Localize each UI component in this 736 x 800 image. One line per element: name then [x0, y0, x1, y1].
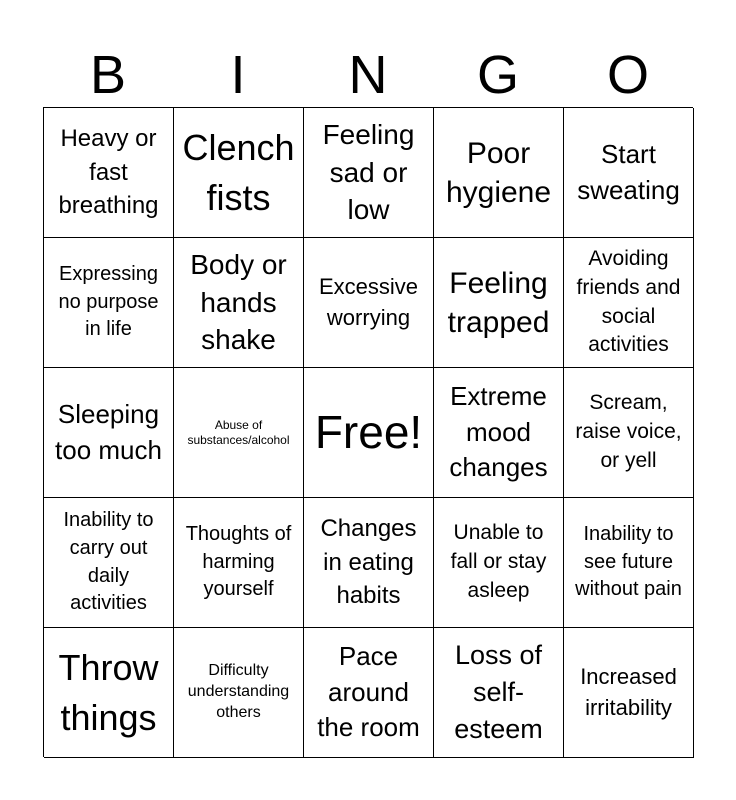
bingo-cell[interactable]: Avoiding friends and social activities: [564, 238, 694, 368]
bingo-header: [43, 44, 693, 106]
bingo-cell[interactable]: Pace around the room: [304, 628, 434, 758]
bingo-grid: [43, 107, 693, 757]
bingo-cell[interactable]: Feeling sad or low: [304, 108, 434, 238]
bingo-cell[interactable]: Sleeping too much: [44, 368, 174, 498]
bingo-cell[interactable]: Poor hygiene: [434, 108, 564, 238]
bingo-cell[interactable]: Clench fists: [174, 108, 304, 238]
bingo-cell[interactable]: Feeling trapped: [434, 238, 564, 368]
bingo-cell[interactable]: Expressing no purpose in life: [44, 238, 174, 368]
bingo-cell[interactable]: Heavy or fast breathing: [44, 108, 174, 238]
bingo-cell[interactable]: Inability to see future without pain: [564, 498, 694, 628]
bingo-cell[interactable]: Start sweating: [564, 108, 694, 238]
header-letter-o: O: [606, 45, 649, 105]
bingo-cell[interactable]: Changes in eating habits: [304, 498, 434, 628]
header-letter-b: B: [89, 45, 127, 105]
bingo-cell[interactable]: Loss of self-esteem: [434, 628, 564, 758]
bingo-cell[interactable]: Unable to fall or stay asleep: [434, 498, 564, 628]
bingo-cell[interactable]: Body or hands shake: [174, 238, 304, 368]
header-letter-i: I: [230, 45, 246, 105]
bingo-cell[interactable]: Difficulty understanding others: [174, 628, 304, 758]
bingo-cell[interactable]: Thoughts of harming yourself: [174, 498, 304, 628]
bingo-cell[interactable]: Throw things: [44, 628, 174, 758]
bingo-cell[interactable]: Inability to carry out daily activities: [44, 498, 174, 628]
bingo-cell[interactable]: Abuse of substances/alcohol: [174, 368, 304, 498]
bingo-cell[interactable]: Scream, raise voice, or yell: [564, 368, 694, 498]
header-letter-g: G: [476, 45, 519, 105]
bingo-cell[interactable]: Excessive worrying: [304, 238, 434, 368]
bingo-cell[interactable]: Extreme mood changes: [434, 368, 564, 498]
header-letter-n: N: [348, 45, 388, 105]
bingo-cell[interactable]: Increased irritability: [564, 628, 694, 758]
bingo-cell-free[interactable]: Free!: [304, 368, 434, 498]
